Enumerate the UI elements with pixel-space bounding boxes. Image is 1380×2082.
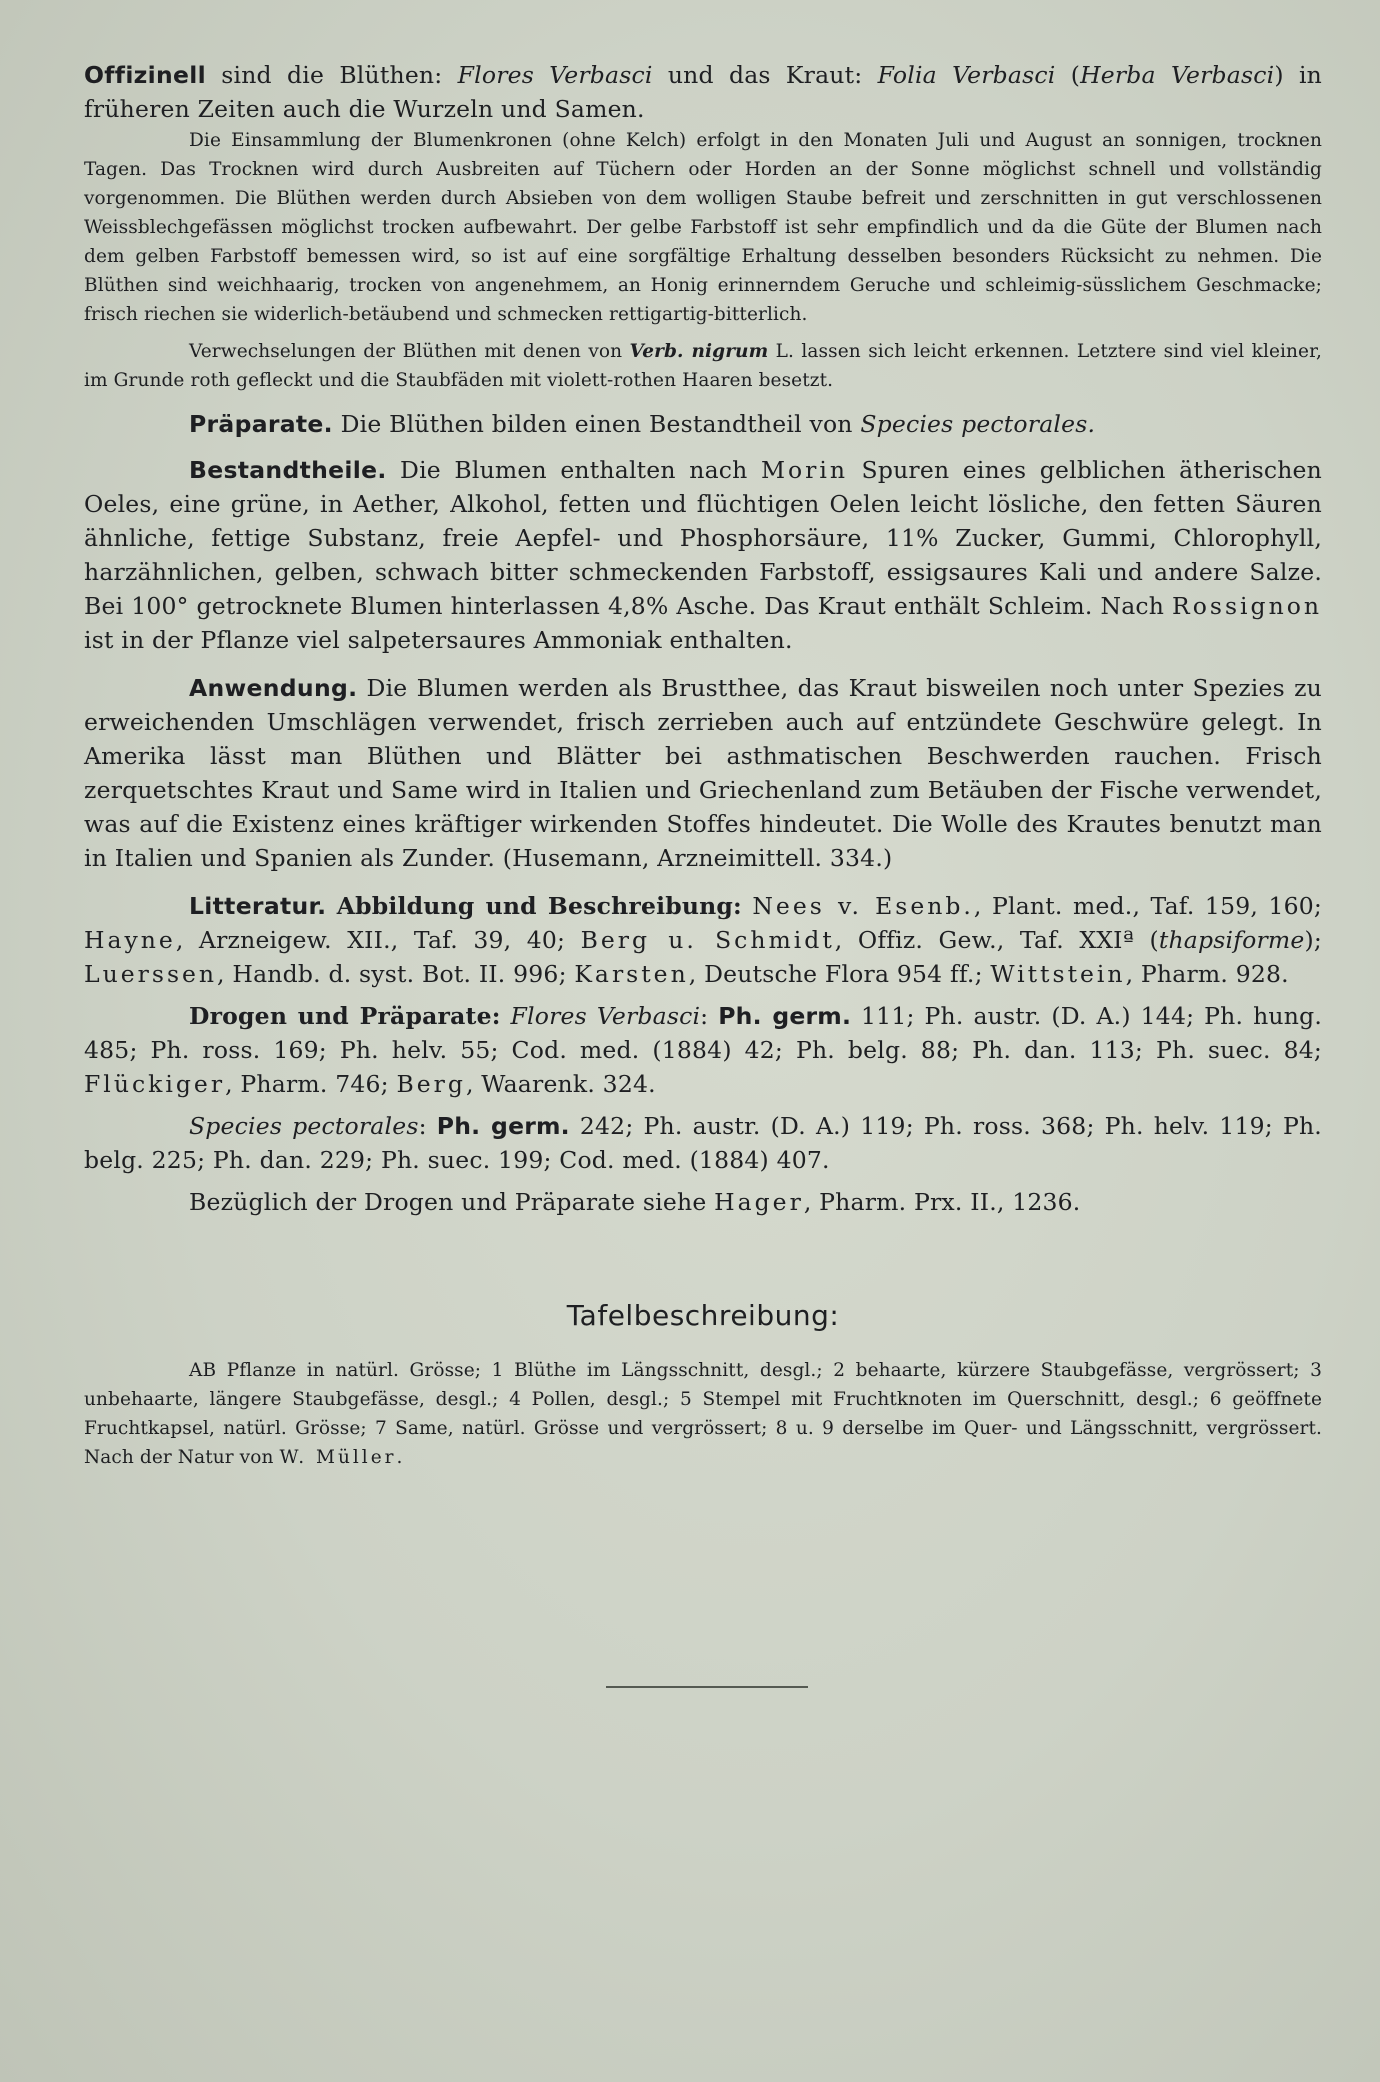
subhead: Abbildung und Beschreibung: [336,892,742,920]
paragraph-verwechselungen [84,337,1322,395]
text: 242; Ph. austr. (D. A.) 119; Ph. ross. 368; Ph. helv. 119; Ph. belg. 225; Ph. dan. 229; Ph. suec. 199; Cod. med. (1884) 407. [84,1112,1322,1174]
paragraph-anwendung [84,671,1322,875]
text: : [418,1112,437,1140]
text: ) in früheren Zeiten auch die Wurzeln und Samen. [84,61,1322,123]
text: L. lassen sich leicht erkennen. Letztere sind viel kleiner, im Grunde roth gefleckt und die Staubfäden mit violett-rothen Haaren besetzt. [84,341,1322,391]
italic-text: Verb. nigrum [629,341,769,362]
text: ); [1304,926,1323,954]
spaced-name: Wittstein [990,960,1126,988]
text: AB Pflanze in natürl. Grösse; 1 Blüthe im Längsschnitt, desgl.; 2 behaarte, kürzere Staubgefässe, vergrössert; 3 unbehaarte, längere Staubgefässe, desgl.; 4 Pollen, desgl.; 5 Stempel mit Fruchtknoten im Querschnitt, desgl.; 6 geöffnete Fruchtkapsel, natürl. Grösse; 7 Same, natürl. Grösse und vergrössert; 8 u. 9 derselbe im Quer- und Längsschnitt, vergrössert. Nach der Natur von [84,1360,1322,1468]
text: Verwechselungen der Blüthen mit denen von [189,341,630,362]
divider-rule [606,1686,808,1688]
paragraph-einsammlung: Die Einsammlung der Blumenkronen (ohne Kelch) erfolgt in den Monaten Juli und August an sonnigen, trocknen Tagen. Das Trocknen wird durch Ausbreiten auf Tüchern oder Horden an der Sonne möglichst schnell und vollständig vorgenommen. Die Blüthen werden durch Absieben von dem wolligen Staube befreit und zerschnitten in gut verschlossenen Weissblechgefässen möglichst trocken aufbewahrt. Der gelbe Farbstoff ist sehr empfindlich und da die Güte der Blumen nach dem gelben Farbstoff bemessen wird, so ist auf eine sorgfältige Erhaltung desselben besonders Rücksicht zu nehmen. Die Blüthen sind weichhaarig, trocken von angenehmem, an Honig erinnerndem Geruche und schleimig-süsslichem Geschmacke; frisch riechen sie widerlich-betäubend und schmecken rettigartig-bitterlich. [84,130,1322,325]
paragraph-bezueglich [84,1185,1322,1219]
bold-abbrev: Ph. germ. [718,1002,852,1030]
paragraph-species [84,1109,1322,1177]
section-head-praeparate: Präparate. [189,410,333,438]
section-head-offizinell: Offizinell [84,61,206,89]
text: , Plant. med., Taf. 159, 160; [973,892,1323,920]
spaced-name: Hayne [84,926,176,954]
paragraph-praeparate [84,407,1322,441]
section-head-litteratur: Litteratur. [189,892,327,920]
italic-text: Species pectorales. [860,410,1096,438]
paragraph-tafel [84,1356,1322,1472]
spaced-name: Rossignon [1172,592,1322,620]
paragraph-litteratur [84,889,1322,991]
spaced-name: Karsten [574,960,689,988]
text: Die Blüthen bilden einen Bestandtheil von [332,410,861,438]
spaced-name: Berg u. Schmidt [580,926,835,954]
spaced-name: W. Müller [279,1447,397,1468]
text: 111; Ph. austr. (D. A.) 144; Ph. hung. 485; Ph. ross. 169; Ph. helv. 55; Cod. med. (1884) 42; Ph. belg. 88; Ph. dan. 113; Ph. suec. 84; [84,1002,1322,1064]
text: , Handb. d. syst. Bot. II. 996; [217,960,575,988]
subhead: Drogen und Präparate: [189,1002,501,1030]
spaced-name: Berg [396,1070,466,1098]
text: Die Blumen enthalten nach [386,456,761,484]
italic-text: thapsiforme [1158,926,1305,954]
text: , Waarenk. 324. [465,1070,656,1098]
paragraph-bestandtheile [84,453,1322,657]
text: , Pharm. 928. [1125,960,1289,988]
paragraph-drogen [84,999,1322,1101]
tafel-heading: Tafelbeschreibung: [566,1299,840,1332]
spaced-name: Hager [714,1188,804,1216]
italic-text: Herba Verbasci [1080,61,1275,89]
text: ist in der Pflanze viel salpetersaures Ammoniak enthalten. [84,626,793,654]
italic-text: Flores Verbasci [457,61,653,89]
text: . [396,1447,403,1468]
text: , Offiz. Gew., Taf. XXIª ( [834,926,1159,954]
paragraph-offizinell [84,58,1322,126]
italic-text: Species pectorales [189,1112,419,1140]
text: Bezüglich der Drogen und Präparate siehe [189,1188,715,1216]
text: , Deutsche Flora 954 ff.; [688,960,991,988]
italic-text: Flores Verbasci [510,1002,701,1030]
section-head-anwendung: Anwendung. [189,674,358,702]
bold-abbrev: Ph. germ. [436,1112,570,1140]
page-body [84,58,1322,1472]
text: Spuren eines gelblichen ätherischen Oeles, eine grüne, in Aether, Alkohol, fetten und flüchtigen Oelen leicht lösliche, den fetten Säuren ähnliche, fettige Substanz, freie Aepfel- und Phosphorsäure, 11% Zucker, Gummi, Chlorophyll, harzähnlichen, gelben, schwach bitter schmeckenden Farbstoff, essigsaures Kali und andere Salze. Bei 100° getrocknete Blumen hinterlassen 4,8% Asche. Das Kraut enthält Schleim. Nach [84,456,1322,620]
spaced-name: Flückiger [84,1070,226,1098]
text: Die Blumen werden als Brustthee, das Kraut bisweilen noch unter Spezies zu erweichenden Umschlägen verwendet, frisch zerrieben auch auf entzündete Geschwüre gelegt. In Amerika lässt man Blüthen und Blätter bei asthmatischen Beschwerden rauchen. Frisch zerquetschtes Kraut und Same wird in Italien und Griechenland zum Betäuben der Fische verwendet, was auf die Existenz eines kräftiger wirkenden Stoffes hindeutet. Die Wolle des Krautes benutzt man in Italien und Spanien als Zunder. (Husemann, Arzneimittell. 334.) [84,674,1322,872]
spaced-name: Morin [760,456,849,484]
text: , Arzneigew. XII., Taf. 39, 40; [175,926,581,954]
spaced-name: Nees v. Esenb. [752,892,974,920]
section-head-bestandtheile: Bestandtheile. [189,456,387,484]
text: : [700,1002,719,1030]
text: , Pharm. 746; [225,1070,397,1098]
text: , Pharm. Prx. II., 1236. [803,1188,1081,1216]
spaced-name: Luerssen [84,960,218,988]
text: sind die Blüthen: [206,61,458,89]
italic-text: Folia Verbasci [877,61,1056,89]
text: ( [1055,61,1081,89]
text: und das Kraut: [652,61,878,89]
